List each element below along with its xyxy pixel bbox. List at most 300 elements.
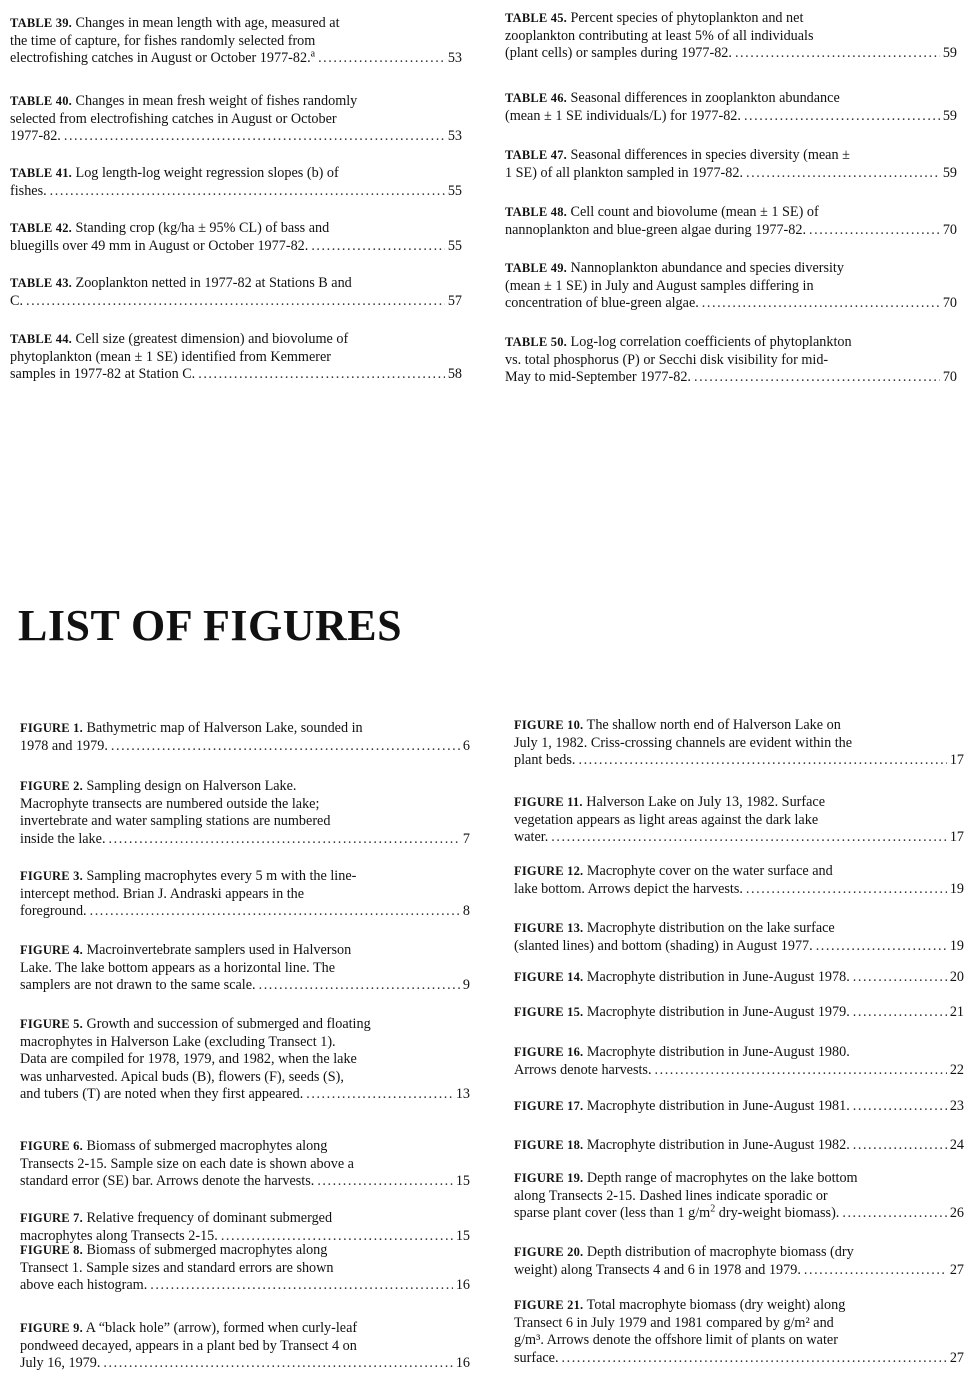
table-last-text: fishes.	[10, 182, 47, 199]
page-number: 17	[949, 829, 964, 845]
figure-text-line	[20, 977, 256, 995]
figure-last-text: sparse plant cover (less than 1 g/m	[514, 1205, 711, 1221]
figure-text-line: Lake. The lake bottom appears as a horizontal line. The	[20, 959, 336, 976]
figure-text-line: Macrophyte cover on the water surface and	[586, 863, 833, 879]
figure-last-line	[514, 1350, 964, 1368]
page-number: 16	[455, 1355, 470, 1371]
table-text-line	[505, 222, 806, 240]
figure-last-line	[514, 829, 964, 847]
figure-last-line	[20, 1277, 470, 1295]
figure-first-line	[20, 942, 470, 960]
figure-text-line	[20, 831, 106, 849]
table-first-line	[505, 10, 957, 28]
figure-label: FIGURE 5.	[20, 1017, 83, 1031]
figure-last-line	[514, 881, 964, 899]
leader-dots	[746, 165, 940, 183]
figure-entry	[20, 942, 470, 995]
table-text-line: Standing crop (kg/ha ± 95% CL) of bass and	[75, 220, 330, 236]
leader-dots	[816, 938, 947, 956]
figure-text-line	[20, 1355, 100, 1373]
figure-text-line	[587, 1137, 850, 1155]
page-number: 53	[447, 50, 462, 66]
figure-last-text: (slanted lines) and bottom (shading) in August 1977.	[514, 937, 813, 954]
table-entry	[10, 165, 462, 200]
figure-text-line	[514, 881, 743, 899]
figure-last-text: water.	[514, 829, 549, 845]
table-label: TABLE 41.	[10, 166, 72, 180]
figure-first-line	[514, 920, 964, 938]
figure-first-line	[514, 1044, 964, 1062]
table-first-line	[505, 334, 957, 352]
figure-label: FIGURE 20.	[514, 1245, 584, 1259]
table-entry	[505, 204, 957, 239]
table-entry	[505, 260, 957, 313]
superscript: a	[310, 48, 316, 60]
leader-dots	[198, 366, 445, 384]
figure-text-line: Biomass of submerged macrophytes along	[86, 1138, 328, 1154]
table-text-line: Changes in mean fresh weight of fishes randomly	[75, 93, 358, 109]
page-number: 6	[462, 737, 470, 754]
figure-last-line	[514, 1098, 964, 1116]
figure-text-line: pondweed decayed, appears in a plant bed by Transect 4 on	[20, 1337, 357, 1354]
table-last-line	[505, 45, 957, 63]
page-number: 9	[462, 977, 470, 993]
page-number: 59	[942, 45, 957, 61]
figure-text-line: Transect 6 in July 1979 and 1981 compared by g/m² and	[514, 1314, 834, 1331]
table-label: TABLE 47.	[505, 148, 567, 162]
table-text-line	[10, 366, 195, 384]
figure-text-line: intercept method. Brian J. Andraski appears in the	[20, 885, 305, 902]
table-label: TABLE 40.	[10, 94, 72, 108]
leader-dots	[317, 1173, 453, 1191]
table-text-line	[10, 128, 61, 146]
figure-text-line	[587, 969, 850, 987]
page-number: 19	[949, 880, 964, 897]
figure-last-text: Arrows denote harvests.	[514, 1061, 652, 1078]
figure-last-line	[514, 1062, 964, 1080]
table-last-line	[10, 238, 462, 256]
figure-label: FIGURE 12.	[514, 864, 584, 878]
figure-entry	[20, 720, 470, 755]
table-first-line	[10, 165, 462, 183]
figure-last-text: macrophytes along Transects 2-15.	[20, 1227, 218, 1244]
figure-last-text: inside the lake.	[20, 830, 106, 847]
table-first-line	[10, 15, 462, 33]
figure-text-line: A “black hole” (arrow), formed when curly-leaf	[85, 1320, 358, 1336]
table-entry	[505, 90, 957, 125]
table-text-line: phytoplankton (mean ± 1 SE) identified from Kemmerer	[10, 348, 332, 365]
table-text-line: Seasonal differences in zooplankton abundance	[570, 90, 840, 106]
figure-last-line	[20, 977, 470, 995]
table-last-line	[505, 165, 957, 183]
leader-dots	[150, 1277, 453, 1295]
table-first-line	[505, 147, 957, 165]
figure-text-line: Relative frequency of dominant submerged	[86, 1210, 333, 1226]
page-number: 24	[949, 1137, 964, 1153]
page-number: 70	[942, 369, 957, 385]
figure-entry	[20, 1320, 470, 1373]
figure-text-line: Macroinvertebrate samplers used in Halverson	[86, 942, 352, 958]
table-text-line: Cell count and biovolume (mean ± 1 SE) of	[570, 204, 819, 220]
leader-dots	[562, 1350, 947, 1368]
leader-dots	[702, 295, 940, 313]
table-first-line	[10, 331, 462, 349]
table-text-line: selected from electrofishing catches in August or October	[10, 110, 337, 127]
figure-last-text: Macrophyte distribution in June-August 1982.	[586, 1137, 850, 1153]
figure-last-text: above each histogram.	[20, 1277, 148, 1293]
figure-label: FIGURE 6.	[20, 1139, 83, 1153]
table-text-line	[505, 295, 699, 313]
page-number: 13	[455, 1086, 470, 1102]
leader-dots	[694, 369, 940, 387]
figure-first-line	[20, 868, 470, 886]
figure-text-line: Macrophyte transects are numbered outside the lake;	[20, 795, 320, 812]
table-text-line: the time of capture, for fishes randomly selected from	[10, 32, 316, 49]
figure-text-line	[514, 938, 813, 956]
table-first-line	[10, 93, 462, 111]
table-last-text: May to mid-September 1977-82.	[505, 369, 691, 385]
figure-text-line: July 1, 1982. Criss-crossing channels are evident within the	[514, 734, 853, 751]
page-number: 7	[462, 830, 470, 847]
figure-text-line: Transect 1. Sample sizes and standard errors are shown	[20, 1259, 334, 1276]
leader-dots	[842, 1205, 946, 1223]
leader-dots	[746, 881, 947, 899]
table-text-line: Zooplankton netted in 1977-82 at Stations B and	[75, 275, 352, 291]
page-number: 21	[949, 1004, 964, 1020]
figure-first-line	[20, 1242, 470, 1260]
leader-dots	[306, 1086, 453, 1104]
figure-label: FIGURE 19.	[514, 1171, 584, 1185]
figure-last-text: 1978 and 1979.	[20, 737, 108, 754]
figure-text-line	[587, 1004, 850, 1022]
leader-dots	[551, 829, 947, 847]
leader-dots	[578, 752, 946, 770]
leader-dots	[103, 1355, 452, 1373]
table-text-line	[505, 165, 743, 183]
figure-text-line	[514, 1062, 652, 1080]
table-label: TABLE 39.	[10, 16, 72, 30]
figure-last-text: surface.	[514, 1349, 559, 1366]
figure-last-line	[514, 969, 964, 987]
figure-first-line	[20, 720, 470, 738]
page-number: 19	[949, 937, 964, 954]
figure-entry	[514, 1044, 964, 1079]
leader-dots	[809, 222, 940, 240]
leader-dots	[318, 50, 445, 68]
figure-label: FIGURE 7.	[20, 1211, 83, 1225]
figure-text-line: along Transects 2-15. Dashed lines indicate sporadic or	[514, 1187, 828, 1204]
table-last-text: electrofishing catches in August or October 1977-82.	[10, 50, 311, 66]
table-text-line	[10, 238, 308, 256]
page-number: 57	[447, 292, 462, 309]
figure-entry	[514, 717, 964, 770]
table-entry	[505, 334, 957, 387]
figure-text-line: invertebrate and water sampling stations are numbered	[20, 813, 331, 829]
page-number: 20	[949, 969, 964, 985]
figure-text-line	[20, 903, 87, 921]
table-last-text: C.	[10, 292, 24, 309]
figure-last-text: Macrophyte distribution in June-August 1979.	[586, 1004, 850, 1020]
table-last-text: samples in 1977-82 at Station C.	[10, 366, 196, 382]
figure-first-line	[514, 1244, 964, 1262]
page-number: 26	[949, 1205, 964, 1221]
table-label: TABLE 44.	[10, 332, 72, 346]
figure-entry	[20, 868, 470, 921]
leader-dots	[109, 831, 460, 849]
table-last-line	[10, 366, 462, 384]
table-last-line	[10, 183, 462, 201]
table-label: TABLE 48.	[505, 205, 567, 219]
figure-text-line	[587, 1098, 850, 1116]
figure-last-line	[514, 1205, 964, 1223]
table-label: TABLE 43.	[10, 276, 72, 290]
figure-first-line	[20, 1320, 470, 1338]
figure-text-line: The shallow north end of Halverson Lake on	[586, 717, 841, 733]
figure-text-line: Macrophyte distribution on the lake surface	[586, 920, 835, 936]
figure-label: FIGURE 10.	[514, 718, 584, 732]
figure-first-line	[514, 794, 964, 812]
figure-last-line	[20, 1355, 470, 1373]
table-label: TABLE 45.	[505, 11, 567, 25]
figure-last-text: lake bottom. Arrows depict the harvests.	[514, 880, 743, 897]
table-last-line	[10, 50, 462, 68]
page-number: 55	[447, 182, 462, 199]
leader-dots	[90, 903, 460, 921]
table-text-line	[505, 369, 691, 387]
figure-entry	[514, 1170, 964, 1223]
figure-text-line: Macrophyte distribution in June-August 1980.	[586, 1044, 850, 1060]
table-text-line: (mean ± 1 SE) in July and August samples differing in	[505, 277, 814, 294]
figure-entry	[20, 1210, 470, 1245]
page-number: 27	[949, 1261, 964, 1278]
figure-text-line	[20, 1277, 147, 1295]
figure-last-text: samplers are not drawn to the same scale.	[20, 977, 256, 993]
table-entry	[10, 93, 462, 146]
figure-last-text: July 16, 1979.	[20, 1355, 101, 1371]
page-number: 70	[942, 295, 957, 311]
figure-entry	[20, 1242, 470, 1295]
table-entry	[10, 331, 462, 384]
page-number: 17	[949, 752, 964, 768]
figure-text-line: Biomass of submerged macrophytes along	[86, 1242, 328, 1258]
figure-last-line	[514, 752, 964, 770]
figure-last-line	[20, 903, 470, 921]
figure-text-line	[514, 1205, 839, 1223]
figure-first-line	[20, 1138, 470, 1156]
figure-text-line: vegetation appears as light areas against the dark lake	[514, 811, 819, 828]
figure-entry	[20, 1016, 470, 1104]
figure-text-line: Sampling macrophytes every 5 m with the line-	[86, 868, 357, 884]
figure-entry	[514, 1297, 964, 1367]
leader-dots	[853, 1137, 947, 1155]
table-last-text: 1977-82.	[10, 128, 61, 144]
figure-label: FIGURE 16.	[514, 1045, 584, 1059]
leader-dots	[735, 45, 940, 63]
table-text-line: Nannoplankton abundance and species diversity	[570, 260, 844, 276]
figure-text-line: Total macrophyte biomass (dry weight) along	[586, 1297, 846, 1313]
figure-label: FIGURE 17.	[514, 1099, 584, 1113]
figure-entry	[514, 920, 964, 955]
figure-text-line	[20, 1086, 303, 1104]
figure-text-line: Depth range of macrophytes on the lake bottom	[586, 1170, 858, 1186]
table-first-line	[10, 220, 462, 238]
table-text-line: Cell size (greatest dimension) and biovolume of	[75, 331, 349, 347]
figure-text-line	[514, 1262, 801, 1280]
leader-dots	[311, 238, 445, 256]
table-text-line: Seasonal differences in species diversity (mean ±	[570, 147, 850, 163]
figure-entry	[20, 1138, 470, 1191]
table-entry	[505, 147, 957, 182]
figure-last-text: standard error (SE) bar. Arrows denote the harvests.	[20, 1173, 315, 1189]
figure-text-line	[20, 738, 108, 756]
table-last-text: concentration of blue-green algae.	[505, 295, 699, 311]
table-last-line	[505, 222, 957, 240]
table-first-line	[505, 90, 957, 108]
table-last-line	[505, 108, 957, 126]
figure-entry	[514, 1244, 964, 1279]
figure-entry	[514, 863, 964, 898]
table-entry	[10, 15, 462, 68]
table-text-line: zooplankton contributing at least 5% of all individuals	[505, 27, 814, 44]
figure-entry	[20, 778, 470, 848]
superscript: 2	[710, 1203, 716, 1215]
figure-label: FIGURE 3.	[20, 869, 83, 883]
figure-last-line	[20, 738, 470, 756]
table-text-line: Percent species of phytoplankton and net	[570, 10, 804, 26]
leader-dots	[111, 738, 460, 756]
page-number: 23	[949, 1098, 964, 1114]
leader-dots	[26, 293, 445, 311]
page-number: 59	[942, 164, 957, 181]
figure-label: FIGURE 4.	[20, 943, 83, 957]
figure-last-line	[514, 1262, 964, 1280]
page-number: 8	[462, 903, 470, 919]
figure-label: FIGURE 21.	[514, 1298, 584, 1312]
leader-dots	[64, 128, 445, 146]
table-first-line	[10, 275, 462, 293]
table-last-line	[505, 295, 957, 313]
figure-first-line	[514, 1170, 964, 1188]
figure-label: FIGURE 8.	[20, 1243, 83, 1257]
figure-first-line	[20, 1210, 470, 1228]
leader-dots	[804, 1262, 947, 1280]
figure-first-line	[20, 1016, 470, 1034]
figure-last-text: foreground.	[20, 903, 87, 919]
table-first-line	[505, 204, 957, 222]
figure-label: FIGURE 9.	[20, 1321, 83, 1335]
figure-first-line	[514, 863, 964, 881]
figure-text-line: Transects 2-15. Sample size on each date is shown above a	[20, 1155, 354, 1172]
figure-text-line: Sampling design on Halverson Lake.	[86, 778, 297, 794]
page-number: 27	[949, 1349, 964, 1366]
table-last-text: 1 SE) of all plankton sampled in 1977-82.	[505, 164, 744, 181]
figure-text-line	[514, 829, 548, 847]
table-first-line	[505, 260, 957, 278]
figure-last-line	[20, 831, 470, 849]
figure-text-line: Bathymetric map of Halverson Lake, sounded in	[86, 720, 363, 736]
table-text-line	[10, 50, 315, 68]
leader-dots	[853, 1098, 947, 1116]
figure-last-text: weight) along Transects 4 and 6 in 1978 and 1979.	[514, 1261, 801, 1278]
figure-last-line	[514, 1004, 964, 1022]
list-of-figures-heading: LIST OF FIGURES	[18, 601, 403, 650]
table-last-line	[505, 369, 957, 387]
figure-entry	[514, 794, 964, 847]
table-text-line	[10, 293, 23, 311]
table-label: TABLE 42.	[10, 221, 72, 235]
table-text-line: Log-log correlation coefficients of phytoplankton	[570, 334, 852, 350]
figure-last-text: Macrophyte distribution in June-August 1978.	[586, 969, 850, 985]
figure-text-line: g/m³. Arrows denote the offshore limit of plants on water	[514, 1332, 838, 1348]
figure-text-line: Growth and succession of submerged and floating	[86, 1016, 371, 1032]
table-last-text: nannoplankton and blue-green algae during 1977-82.	[505, 221, 806, 238]
table-text-line: Log length-log weight regression slopes (b) of	[75, 165, 339, 181]
table-text-line	[10, 183, 47, 201]
figure-last-text: plant beds.	[514, 752, 576, 768]
figure-text-line: Halverson Lake on July 13, 1982. Surface	[586, 794, 825, 810]
table-label: TABLE 49.	[505, 261, 567, 275]
figure-label: FIGURE 13.	[514, 921, 584, 935]
table-text-line	[505, 45, 732, 63]
figure-first-line	[514, 1297, 964, 1315]
leader-dots	[259, 977, 460, 995]
figure-last-text: Macrophyte distribution in June-August 1981.	[586, 1098, 850, 1114]
figure-entry	[514, 1098, 964, 1116]
figure-first-line	[514, 717, 964, 735]
leader-dots	[50, 183, 445, 201]
leader-dots	[853, 1004, 947, 1022]
figure-label: FIGURE 11.	[514, 795, 583, 809]
table-label: TABLE 50.	[505, 335, 567, 349]
figure-label: FIGURE 15.	[514, 1005, 584, 1019]
figure-label: FIGURE 18.	[514, 1138, 584, 1152]
figure-entry	[514, 1004, 964, 1022]
figure-entry	[514, 1137, 964, 1155]
figure-last-line	[20, 1173, 470, 1191]
table-last-line	[10, 128, 462, 146]
figure-last-line	[20, 1086, 470, 1104]
figure-text-line	[514, 1350, 559, 1368]
table-last-text: bluegills over 49 mm in August or October 1977-82.	[10, 237, 309, 254]
figure-last-line	[514, 938, 964, 956]
table-text-line: vs. total phosphorus (P) or Secchi disk visibility for mid-	[505, 351, 829, 368]
figure-label: FIGURE 14.	[514, 970, 584, 984]
table-last-text: (mean ± 1 SE individuals/L) for 1977-82.	[505, 107, 741, 124]
table-entry	[505, 10, 957, 63]
table-entry	[10, 220, 462, 255]
figure-text-line	[20, 1173, 314, 1191]
figure-label: FIGURE 2.	[20, 779, 83, 793]
figure-text-line: Depth distribution of macrophyte biomass (dry	[586, 1244, 854, 1260]
table-text-line: Changes in mean length with age, measured at	[75, 15, 340, 31]
figure-text-line	[514, 752, 575, 770]
table-label: TABLE 46.	[505, 91, 567, 105]
table-entry	[10, 275, 462, 310]
figure-text-line: Data are compiled for 1978, 1979, and 1982, when the lake	[20, 1051, 357, 1067]
figure-text-line: macrophytes in Halverson Lake (excluding Transect 1).	[20, 1033, 336, 1050]
leader-dots	[853, 969, 947, 987]
figure-last-line	[514, 1137, 964, 1155]
figure-last-text-end: dry-weight biomass).	[715, 1205, 840, 1221]
page-number: 53	[447, 128, 462, 144]
table-last-line	[10, 293, 462, 311]
figure-entry	[514, 969, 964, 987]
page-number: 15	[455, 1227, 470, 1244]
page-number: 22	[949, 1061, 964, 1078]
page-number: 16	[455, 1277, 470, 1293]
page-number: 58	[447, 366, 462, 382]
page-number: 59	[942, 107, 957, 124]
